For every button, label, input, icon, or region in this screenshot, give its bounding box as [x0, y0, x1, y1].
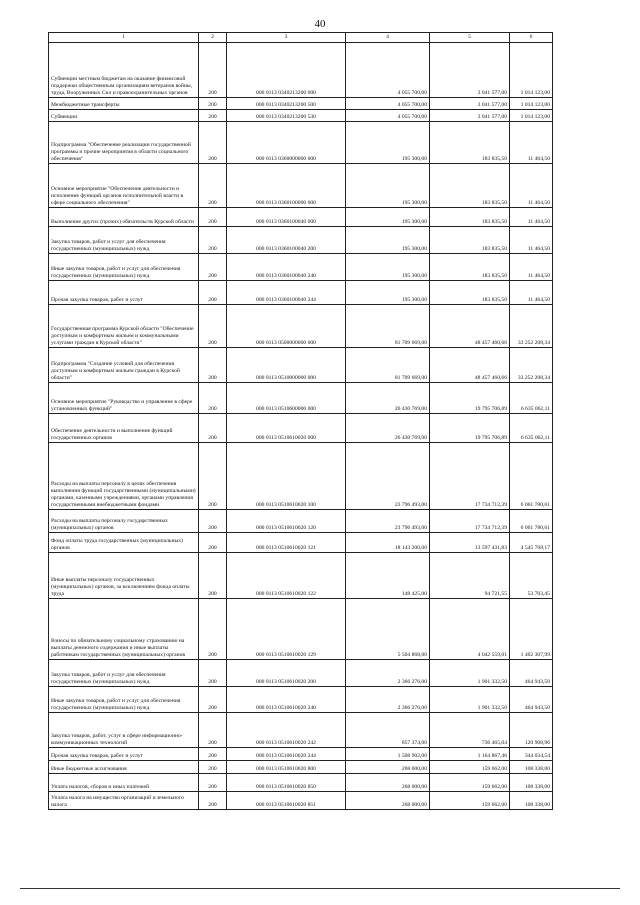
row-name: Уплата налога на имущество организаций и земельного налога: [49, 792, 199, 810]
header-row: [49, 33, 553, 43]
column-header: 5: [430, 33, 510, 43]
row-budget-code: 000 0113 0360100000 000: [227, 164, 346, 208]
row-line-code: 200: [199, 281, 227, 305]
row-executed-amount: 159 662,00: [430, 792, 510, 810]
table-row: [49, 443, 553, 510]
column-header: 4: [346, 33, 430, 43]
row-executed-amount: 183 835,50: [430, 122, 510, 164]
row-name: Выполнение других (прочих) обязательств Курской области: [49, 208, 199, 227]
row-line-code: 200: [199, 533, 227, 553]
row-name: Прочая закупка товаров, работ и услуг: [49, 748, 199, 761]
row-unexecuted-amount: 1 014 123,00: [510, 43, 553, 98]
row-name: Иные закупки товаров, работ и услуг для обеспечения государственных (муниципальных) нужд: [49, 687, 199, 713]
row-name: Обеспечение деятельности и выполнение функций государственных органов: [49, 414, 199, 443]
row-line-code: 200: [199, 164, 227, 208]
row-executed-amount: 19 795 706,89: [430, 414, 510, 443]
table-row: [49, 43, 553, 98]
row-line-code: 200: [199, 122, 227, 164]
row-approved-amount: 148 425,00: [346, 553, 430, 599]
row-executed-amount: 1 901 332,50: [430, 687, 510, 713]
row-budget-code: 000 0113 0510610020 100: [227, 443, 346, 510]
row-line-code: 200: [199, 553, 227, 599]
row-unexecuted-amount: 53 703,45: [510, 553, 553, 599]
row-budget-code: 000 0113 0510610020 000: [227, 414, 346, 443]
row-budget-code: 000 0113 0510610020 121: [227, 533, 346, 553]
column-header: 1: [49, 33, 199, 43]
row-line-code: 200: [199, 713, 227, 748]
row-unexecuted-amount: 11 464,50: [510, 164, 553, 208]
table-row: [49, 254, 553, 281]
row-name: Иные выплаты персоналу государственных (муниципальных) органов, за исключением фонда оплаты труда: [49, 553, 199, 599]
row-executed-amount: 183 835,50: [430, 254, 510, 281]
row-line-code: 200: [199, 348, 227, 383]
row-line-code: 200: [199, 254, 227, 281]
budget-table: [48, 32, 553, 810]
table-row: [49, 792, 553, 810]
row-unexecuted-amount: 6 061 780,61: [510, 510, 553, 533]
row-budget-code: 000 0113 0510610020 242: [227, 713, 346, 748]
row-budget-code: 000 0113 0340213200 530: [227, 110, 346, 122]
row-approved-amount: 18 143 200,00: [346, 533, 430, 553]
row-unexecuted-amount: 6 635 062,11: [510, 414, 553, 443]
row-budget-code: 000 0113 0510610020 122: [227, 553, 346, 599]
table-row: [49, 774, 553, 792]
row-name: Закупка товаров, работ и услуг для обеспечения государственных (муниципальных) нужд: [49, 660, 199, 687]
row-budget-code: 000 0113 0510610020 129: [227, 599, 346, 660]
row-line-code: 200: [199, 748, 227, 761]
row-approved-amount: 1 508 902,00: [346, 748, 430, 761]
row-name: Фонд оплаты труда государственных (муниципальных) органов: [49, 533, 199, 553]
row-line-code: 200: [199, 510, 227, 533]
row-approved-amount: 23 796 493,00: [346, 443, 430, 510]
row-name: Уплата налогов, сборов и иных платежей: [49, 774, 199, 792]
table-row: [49, 348, 553, 383]
row-unexecuted-amount: 6 635 062,11: [510, 383, 553, 414]
row-unexecuted-amount: 1 014 123,00: [510, 98, 553, 110]
row-unexecuted-amount: 344 034,54: [510, 748, 553, 761]
row-approved-amount: 195 300,00: [346, 227, 430, 254]
row-line-code: 200: [199, 414, 227, 443]
row-executed-amount: 48 457 460,66: [430, 305, 510, 348]
row-executed-amount: 3 041 577,00: [430, 43, 510, 98]
row-line-code: 200: [199, 443, 227, 510]
row-budget-code: 000 0113 0360000000 000: [227, 122, 346, 164]
row-unexecuted-amount: 108 338,00: [510, 774, 553, 792]
row-approved-amount: 26 430 769,00: [346, 383, 430, 414]
row-name: Иные бюджетные ассигнования: [49, 761, 199, 774]
row-approved-amount: 4 055 700,00: [346, 43, 430, 98]
row-unexecuted-amount: 464 943,50: [510, 660, 553, 687]
row-unexecuted-amount: 464 943,50: [510, 687, 553, 713]
row-line-code: 200: [199, 687, 227, 713]
row-approved-amount: 195 300,00: [346, 281, 430, 305]
row-executed-amount: 1 164 867,46: [430, 748, 510, 761]
row-line-code: 200: [199, 110, 227, 122]
row-budget-code: 000 0113 0510000000 000: [227, 348, 346, 383]
row-executed-amount: 3 041 577,00: [430, 98, 510, 110]
row-name: Расходы на выплаты персоналу государственных (муниципальных) органов: [49, 510, 199, 533]
row-line-code: 200: [199, 305, 227, 348]
table-row: [49, 281, 553, 305]
row-budget-code: 000 0113 0340213200 000: [227, 43, 346, 98]
row-unexecuted-amount: 33 252 208,34: [510, 348, 553, 383]
column-header: 6: [510, 33, 553, 43]
table-row: [49, 227, 553, 254]
row-executed-amount: 94 721,55: [430, 553, 510, 599]
row-approved-amount: 857 374,00: [346, 713, 430, 748]
table-row: [49, 533, 553, 553]
row-name: Основное мероприятие "Руководство и управление в сфере установленных функций": [49, 383, 199, 414]
row-executed-amount: 159 662,00: [430, 774, 510, 792]
row-budget-code: 000 0113 0510600000 000: [227, 383, 346, 414]
row-approved-amount: 195 300,00: [346, 164, 430, 208]
row-budget-code: 000 0113 0340213200 500: [227, 98, 346, 110]
row-unexecuted-amount: 33 252 208,34: [510, 305, 553, 348]
row-budget-code: 000 0113 0360100040 244: [227, 281, 346, 305]
row-name: Субвенции: [49, 110, 199, 122]
table-row: [49, 305, 553, 348]
page-number: 40: [314, 18, 326, 30]
row-line-code: 200: [199, 227, 227, 254]
row-approved-amount: 268 000,00: [346, 774, 430, 792]
table-row: [49, 660, 553, 687]
row-executed-amount: 19 795 706,89: [430, 383, 510, 414]
row-approved-amount: 4 055 700,00: [346, 110, 430, 122]
row-line-code: 200: [199, 208, 227, 227]
row-executed-amount: 183 835,50: [430, 227, 510, 254]
row-approved-amount: 195 300,00: [346, 122, 430, 164]
row-executed-amount: 17 734 712,39: [430, 510, 510, 533]
row-executed-amount: 159 662,00: [430, 761, 510, 774]
row-executed-amount: 17 734 712,39: [430, 443, 510, 510]
row-name: Закупка товаров, работ, услуг в сфере информационно-коммуникационных технологий: [49, 713, 199, 748]
row-unexecuted-amount: 11 464,50: [510, 254, 553, 281]
row-name: Закупка товаров, работ и услуг для обеспечения государственных (муниципальных) нужд: [49, 227, 199, 254]
table-row: [49, 122, 553, 164]
row-executed-amount: 48 457 460,66: [430, 348, 510, 383]
row-name: Государственная программа Курской области "Обеспечение доступным и комфортным жильем и коммунальными услугами граждан в Курской области": [49, 305, 199, 348]
table-row: [49, 383, 553, 414]
table-row: [49, 510, 553, 533]
row-name: Межбюджетные трансферты: [49, 98, 199, 110]
row-line-code: 200: [199, 383, 227, 414]
row-budget-code: 000 0113 0510610020 800: [227, 761, 346, 774]
row-approved-amount: 268 000,00: [346, 792, 430, 810]
column-header: 2: [199, 33, 227, 43]
row-budget-code: 000 0113 0510610020 200: [227, 660, 346, 687]
row-approved-amount: 4 055 700,00: [346, 98, 430, 110]
row-unexecuted-amount: 1 462 307,99: [510, 599, 553, 660]
table-row: [49, 761, 553, 774]
row-line-code: 200: [199, 599, 227, 660]
row-approved-amount: 2 366 276,00: [346, 687, 430, 713]
row-approved-amount: 195 300,00: [346, 208, 430, 227]
table-row: [49, 414, 553, 443]
row-name: Прочая закупка товаров, работ и услуг: [49, 281, 199, 305]
row-unexecuted-amount: 11 464,50: [510, 208, 553, 227]
row-unexecuted-amount: 1 014 123,00: [510, 110, 553, 122]
row-unexecuted-amount: 108 338,00: [510, 761, 553, 774]
row-executed-amount: 183 835,50: [430, 281, 510, 305]
row-name: Субвенции местным бюджетам на оказание финансовой поддержки общественным организациям ветеранов войны, труда, Вооруженных Сил и правоохранительных органов: [49, 43, 199, 98]
row-unexecuted-amount: 6 061 780,61: [510, 443, 553, 510]
row-approved-amount: 23 796 493,00: [346, 510, 430, 533]
row-name: Иные закупки товаров, работ и услуг для обеспечения государственных (муниципальных) нужд: [49, 254, 199, 281]
row-unexecuted-amount: 120 908,96: [510, 713, 553, 748]
row-unexecuted-amount: 11 464,50: [510, 281, 553, 305]
row-approved-amount: 81 709 669,00: [346, 305, 430, 348]
table-row: [49, 687, 553, 713]
row-budget-code: 000 0113 0500000000 000: [227, 305, 346, 348]
row-budget-code: 000 0113 0510610020 120: [227, 510, 346, 533]
row-budget-code: 000 0113 0510610020 851: [227, 792, 346, 810]
row-name: Подпрограмма "Обеспечение реализации государственной программы и прочие мероприятия в области социального обеспечения": [49, 122, 199, 164]
table-row: [49, 713, 553, 748]
row-executed-amount: 3 041 577,00: [430, 110, 510, 122]
row-line-code: 200: [199, 761, 227, 774]
row-executed-amount: 4 042 559,01: [430, 599, 510, 660]
row-executed-amount: 13 597 431,83: [430, 533, 510, 553]
table-row: [49, 164, 553, 208]
row-executed-amount: 1 901 332,50: [430, 660, 510, 687]
row-approved-amount: 26 430 769,00: [346, 414, 430, 443]
table-row: [49, 553, 553, 599]
row-approved-amount: 268 000,00: [346, 761, 430, 774]
row-name: Подпрограмма "Создание условий для обеспечения доступным и комфортным жильем граждан в Курской области": [49, 348, 199, 383]
row-unexecuted-amount: 11 464,50: [510, 227, 553, 254]
row-executed-amount: 736 465,04: [430, 713, 510, 748]
row-line-code: 200: [199, 98, 227, 110]
table-row: [49, 110, 553, 122]
row-budget-code: 000 0113 0510610020 244: [227, 748, 346, 761]
row-executed-amount: 183 835,50: [430, 164, 510, 208]
row-approved-amount: 2 366 276,00: [346, 660, 430, 687]
column-header: 3: [227, 33, 346, 43]
row-approved-amount: 5 504 868,00: [346, 599, 430, 660]
table-row: [49, 208, 553, 227]
row-name: Взносы по обязательному социальному страхованию на выплаты денежного содержания и иные выплаты работникам государственных (муниципальных) органов: [49, 599, 199, 660]
row-unexecuted-amount: 108 338,00: [510, 792, 553, 810]
row-line-code: 200: [199, 792, 227, 810]
row-budget-code: 000 0113 0510610020 240: [227, 687, 346, 713]
table-row: [49, 98, 553, 110]
table-row: [49, 748, 553, 761]
row-unexecuted-amount: 4 545 768,17: [510, 533, 553, 553]
row-budget-code: 000 0113 0360100040 000: [227, 208, 346, 227]
page-bottom-rule: [20, 888, 620, 889]
table-row: [49, 599, 553, 660]
row-approved-amount: 81 709 669,00: [346, 348, 430, 383]
row-budget-code: 000 0113 0360100040 200: [227, 227, 346, 254]
row-unexecuted-amount: 11 464,50: [510, 122, 553, 164]
row-name: Основное мероприятие "Обеспечение деятельности и исполнение функций органов исполнительной власти в сфере социального обеспечения": [49, 164, 199, 208]
row-line-code: 200: [199, 660, 227, 687]
row-line-code: 200: [199, 43, 227, 98]
row-name: Расходы на выплаты персоналу в целях обеспечения выполнения функций государственными (муниципальными) органами, казенными учреждениями, органами управления государственными внебюджетными фондами: [49, 443, 199, 510]
row-budget-code: 000 0113 0360100040 240: [227, 254, 346, 281]
row-line-code: 200: [199, 774, 227, 792]
row-budget-code: 000 0113 0510610020 850: [227, 774, 346, 792]
row-executed-amount: 183 835,50: [430, 208, 510, 227]
row-approved-amount: 195 300,00: [346, 254, 430, 281]
